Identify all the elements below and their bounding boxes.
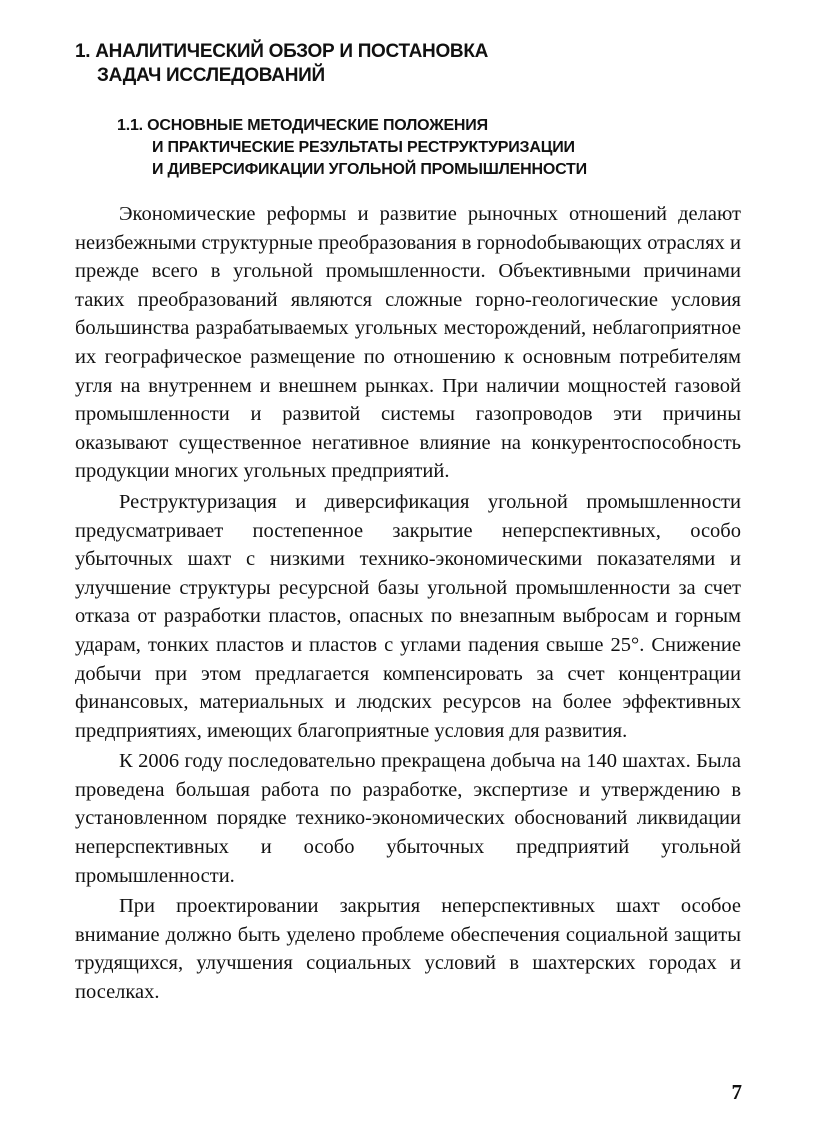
paragraph: Экономические реформы и развитие рыночных отношений делают неизбежными структурные преобразования в горноdобывающих отраслях и прежде всего в угольной промышленности. Объективными причинами таких преобразований являются сложные горно-геологические условия большинства разрабатываемых угольных месторождений, неблагоприятное их географическое размещение по отношению к основным потребителям угля на внутреннем и внешнем рынках. При наличии мощностей газовой промышленности и развитой системы газопроводов эти причины оказывают существенное негативное влияние на конкурентоспособность продукции многих угольных предприятий.	[75, 203, 741, 483]
chapter-heading-line2: ЗАДАЧ ИССЛЕДОВАНИЙ	[97, 65, 325, 86]
paragraph: Реструктуризация и диверсификация угольной промышленности предусматривает постепенное закрытие неперспективных, особо убыточных шахт с низкими технико-экономическими показателями и улучшение структуры ресурсной базы угольной промышленности за счет отказа от разработки пластов, опасных по внезапным выбросам и горным ударам, тонких пластов и пластов с углами падения свыше 25°. Снижение добычи при этом предлагается компенсировать за счет концентрации финансовых, материальных и людских ресурсов на более эффективных предприятиях, имеющих благоприятные условия для развития.	[75, 490, 741, 742]
paragraph: При проектировании закрытия неперспективных шахт особое внимание должно быть уделено проблеме обеспечения социальной защиты трудящихся, улучшения социальных условий в шахтерских городах и поселках.	[75, 895, 741, 1004]
chapter-heading-line1: 1. АНАЛИТИЧЕСКИЙ ОБЗОР И ПОСТАНОВКА	[75, 41, 489, 62]
chapter-heading	[75, 40, 735, 88]
section-heading	[117, 115, 757, 181]
paragraph: К 2006 году последовательно прекращена добыча на 140 шахтах. Была проведена большая работа по разработке, экспертизе и утверждению в установленном порядке технико-экономических обоснований ликвидации неперспективных и особо убыточных предприятий угольной промышленности.	[75, 750, 741, 887]
body-text	[75, 200, 741, 1009]
page-number: 7	[731, 1080, 742, 1104]
section-heading-line1: 1.1. ОСНОВНЫЕ МЕТОДИЧЕСКИЕ ПОЛОЖЕНИЯ	[117, 117, 488, 134]
section-heading-line3: И ДИВЕРСИФИКАЦИИ УГОЛЬНОЙ ПРОМЫШЛЕННОСТИ	[152, 161, 587, 178]
section-heading-line2: И ПРАКТИЧЕСКИЕ РЕЗУЛЬТАТЫ РЕСТРУКТУРИЗАЦИИ	[152, 139, 575, 156]
